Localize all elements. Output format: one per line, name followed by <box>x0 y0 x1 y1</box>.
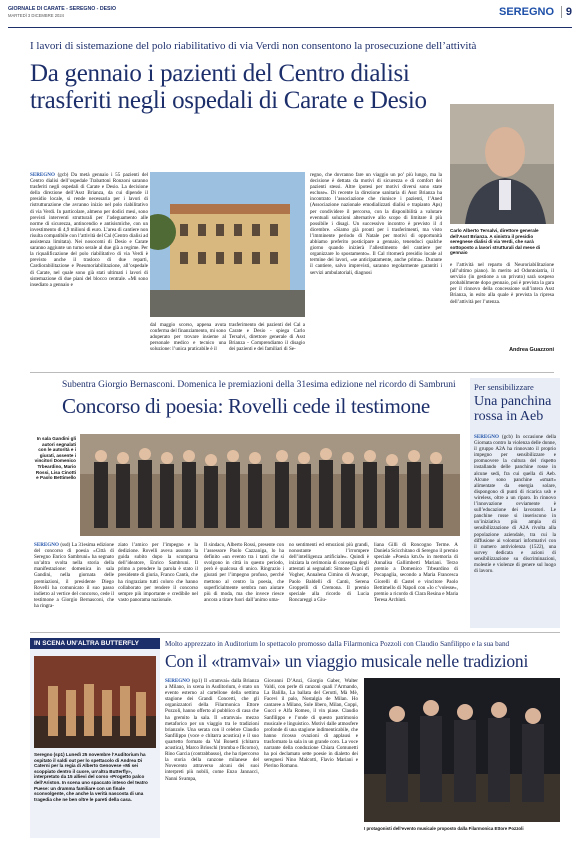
issue-date: MARTEDÌ 3 DICEMBRE 2024 <box>8 13 65 18</box>
article1-column5: e l’attività nel reparto di Neuroriabilitazione (all’ultimo piano). In merito ad Odontoiatria, il servizio (in gestione a un privato) sarà sospeso probabilmente dopo gennaio, poi è prevista la gara per il rinnovo della concessione sull’intera Asst Brianza, in esito alla quale è prevista la ripresa dell’attività per l’utenza. <box>450 262 554 305</box>
article1-kicker: I lavori di sistemazione del polo riabilitativo di via Verdi non consentono la prosecuzione dell’attività <box>30 40 477 52</box>
divider-2 <box>30 632 560 633</box>
article1-dateline: SEREGNO <box>30 172 58 178</box>
article3-kicker: Molto apprezzato in Auditorium lo spettacolo promosso dalla Filarmonica Pozzoli con Claudio Sanfilippo e la sua band <box>165 640 510 648</box>
divider <box>30 372 554 373</box>
director-photo <box>450 104 554 224</box>
side-title <box>474 394 558 424</box>
page-header <box>8 6 572 28</box>
dialysis-center-photo <box>150 172 305 317</box>
article1-caption: Carlo Alberto Tersalvi, direttore generale dell’Asst Brianza. A sinistra il presidio seregnese dialisi di via Verdi, che sarà sottoposto a lavori strutturali dal mese di gennaio <box>450 228 541 256</box>
director-portrait-image <box>450 104 554 224</box>
theatre-stage-image <box>34 656 156 748</box>
page-number: 9 <box>561 6 572 18</box>
award-ceremony-image <box>80 434 460 536</box>
article2-kicker: Subentra Giorgio Bernasconi. Domenica le premiazioni della 31esima edizione nel ricordo di Sambruni <box>62 380 456 390</box>
music-band-image <box>364 678 560 822</box>
article3-column2: Giovanni D’Anzi, Giorgio Gaber, Walter Valdi, con perle di canzoni quali l’Armando, La Balilla, La ballata del Cerutti, Mà Mè, Facevi il palo, Nostalgia de Milan. Ho cantaree a Milano, Sole libero, Milan, Coppi, Gucci e Alfa Romeo, il vin piase. Claudio Sanfilippo e l’onde di questo patrimonio musicale e linguistico. Motivi dalle atmosfere profonde di una stagione indimenticabile, che hanno ricosso ovazioni di applausi e trasformato la sala in un grande coro. La voce narrante della conduzione Chiara Comunetti ha poi declamato sette poesie in dialetto dei seregnesi Nino Malcotti, Flavio Mariani e Pierino Romano. <box>264 678 358 770</box>
side-dateline: SEREGNO <box>474 434 502 440</box>
article1-title <box>30 60 450 114</box>
article1-title-line2: trasferiti negli ospedali di Carate e Desio <box>30 87 427 114</box>
article1-column3: trasferimento dei pazienti del Cal a Carate e Desio - spiega Carlo Tersalvi, direttore generale di Asst Brianza - Comprendiamo il disagio dei pazienti e dei familiari di Se- <box>229 322 305 353</box>
article1-column4: regno, che dovranno fare un viaggio un po’ più lungo, ma la decisione è dettata da motivi di sicurezza e di comfort dei pazienti stessi. Altre ipotesi per motivi diversi sono state escluse». Di recente la direzione sanitaria di Asst Brianza ha incontrato l’associazione che riunisce i pazienti, l’Aned (Associazione nazionale emodializzati dialisi e trapianto Aps) per condividere il percorso, con la disponibilità a valutare eventuali soluzioni alternative allo scopo di limitare il più possibile i disagi. Un successivo incontro è previsto il 4 dicembre. «Siamo già pronti per i trasferimenti, ma visto l’imminente periodo di Natale per motivi di opportunità abbiamo preferito posticipare a gennaio, tenendoci qualche giorno quando inizierà l’allestimento del cantiere per organizzare lo spostamento». Il Cal ritornerà presidio locale al termine dei lavori, «se anticipatamente, anche prima». Durante il cantiere, salvo imprevisti, saranno regolarmente garantiti i servizi ambulatoriali, diagnosi <box>310 172 442 276</box>
hospital-building-image <box>150 172 305 317</box>
side-article <box>470 378 560 628</box>
concert-photo <box>364 678 560 822</box>
article2-column1: SEREGNO (ssd) La 31esima edizione del concorso di poesia «Città di Seregno Enrico Sambruni» ha segnato un’altra svolta nella storia della manifestazione: domenica in sala Gandini, nella giornata delle premiazioni, il presidente Diego Rovelli ha comunicato il suo passo indietro al vertice del concorso, cede il testimone a Giorgio Bernasconi, che ha ringra- <box>34 542 114 609</box>
concert-photo-caption: I protagonisti dell’evento musicale proposto dalla Filarmonica Ettore Pozzoli <box>364 826 524 831</box>
side-text: SEREGNO (gcb) In occasione della Giornata contro la violenza delle donne, il gruppo A2A ha rinnovato il proprio impegno per sensibilizzare e promuovere la cultura del rispetto installando delle panchine rosse in alcune sedi, fra cui quella di Aeb. Alcune sono panchine «smart» alimentate da energia solare, dispongono di punti di ricarica usb e wireless, oltre a un riparo. In rinnovo l’innovazione ovviamente è sull’educazione dei lavoratori. Le panchine rosse si inseriscono in un’iniziativa più ampia di sensibilizzazione di A2A rivolta alla popolazione aziendale, tra cui la diffusione ai volontari informativi con il numero antiviolenza (1522), una survey dedicata e azioni di sensibilizzazione su discriminazioni, molestie e violenze di genere sul luogo di lavoro. <box>474 434 556 575</box>
article2-column4: no sentimenti ed emozioni più grandi, nonostante l’irrompere dell’intelligenza artificiale». Quindi è iniziata la cerimonia di consegna degli attestati ai segnalati: Simone Cigni di Vogher, Annalena Cimino di Avacupt, Paolo Baldelli di Cantù, Serena Groppelli di Cremona. Il premio speciale alla ricordo di Lucia Roncareggi a Giu- <box>289 542 369 603</box>
butterfly-box-title: IN SCENA UN’ALTRA BUTTERFLY <box>30 638 160 649</box>
article3-title: Con il «tramvai» un viaggio musicale nelle tradizioni <box>165 651 529 671</box>
side-title-line2: rossa in Aeb <box>474 409 544 424</box>
article3-dateline: SEREGNO <box>165 678 192 684</box>
article1-author: Andrea Guazzoni <box>509 347 554 353</box>
article2-photo-caption: In sala Gandini gli autori segnalati con le autorità e i giurati, assente i vincitori Domenico Trbeardino, Mario Rossi, Lisa Cinotti e Paolo Bettimello <box>34 436 76 481</box>
butterfly-caption: Seregno (sp1) Lunedì 25 novembre l’Auditorium ha ospitato il saldi out per lo spettacolo di Andrea Di Caterni per la regia di Alberto Genovese «Mi sei scoppiato dentro il cuore, un’altra Butterfly», interpretato da 15 allievi del corso «Progetto palco dell’Ariston. In scena uno spaccato inteso del teatro Puese: un dramma familiare con un finale sconvolgente, che anche la verità nascosta di una tragedia che ne ben oltre le pareti della casa. <box>34 752 148 802</box>
butterfly-photo <box>34 656 156 748</box>
side-kicker: Per sensibilizzare <box>474 382 534 392</box>
side-title-line1: Una panchina <box>474 394 552 409</box>
article2-column5: liana Gilli di Roncogno Terme. A Daniela Scicchitano di Seregno il premio speciale «Poesia km.0» in memoria di Annalisa Gallimberti Mariani. Terzo premio a Domenico Trbeardino di Pocapaglia, secondo a Maria Francesca Giorelli di Castel e vincitore Paolo Bettimello di Napoli con «Io c’volesse», premio a ricordo di Clara Resina e Maria Teresa Archinti. <box>374 542 458 603</box>
article2-column2: ziato l’amico per l’impegno e la dedizione. Rovelli aveva assunto la guida subito dopo la scomparsa dell’ideatore, Enrico Sambruni. Il primo a prendere la parola è stato il presidente di giuria, Franco Cantù, che ha ringraziato tutti coloro che hanno collaborato per rendere il concorso sempre più importante e credibile nel vasto panorama nazionale. <box>118 542 198 603</box>
newspaper-name: GIORNALE DI CARATE - SEREGNO - DESIO <box>8 6 116 12</box>
poetry-award-photo <box>80 434 460 536</box>
article3-column1: SEREGNO (sp1) Il «tramvai» dalla Brianza a Milano, in scena in Auditorium, è stato un evento esterno al cartellone della settima stagione dei Grandi Concerti, che gli organizzatori della Filarmonica Ettore Pozzoli, hanno offerto al pubblico di casa che ha gremito la sala. Il «tramvai» mezzo metaforico per un viaggio tra le tradizioni brianzole. Una serata con il celebre Claudio Sanfilippo (voce e chitarra acustica) e il suo quartetto formato da Val Bonetti (chitarra acustica), Marco Brioschi (tromba e flicorno), Rino Garcia (contrabbasso), che ha ripercorso la storia della canzone milanese del Novecento attraverso alcuni dei suoi interpreti più nobili, come Enzo Jannacci, Nanni Svampa, <box>165 678 259 782</box>
article1-title-line1: Da gennaio i pazienti del Centro dialisi <box>30 60 410 87</box>
article2-dateline: SEREGNO <box>34 542 61 548</box>
butterfly-box <box>30 638 160 838</box>
section-name: SEREGNO <box>498 6 554 18</box>
article2-column3: Il sindaco, Alberto Rossi, presente con l’assessore Paolo Cazzaniga, lo ha definito «un evento tra i tanti che si svolgono in città in questo periodo, però è qualcosa di unico. Ringrazio i giurati per l’impegno profuso, perché mettono al centro la poesia, che superficialmente sembra non aiutare più di moda, ma che invece riesce ancora a tirare fuori dall’animo uma- <box>204 542 284 603</box>
article1-column2: dal maggio scorso, appena avuta conferma del finanziamento, mi sono adoperato per trovare insieme al personale medico e tecnico una soluzione: l’unica praticabile è il <box>150 322 226 353</box>
article1-column1: SEREGNO (gcb) Da metà gennaio i 55 pazienti del Centro dialisi dell’ospedale Trabattoni Ronzoni saranno trasferiti negli ospedali di Carate e Desio. La decisione della direzione dell’Asst Brianza, da cui dipende il presidio locale, si rende necessaria per i lavori di ristrutturazione che avranno inizio nel polo riabilitativo di via Verdi. In particolare, almeno per dodici mesi, sono previsti interventi strutturali per l’adeguamento alle norme di sicurezza, antincendio e antisismiche, con un investimento di 4,9 milioni di euro. L’area di cantiere non risulta compatibile con l’attività del Cal (Centro dialisi ad assistenza limitata). Nei nosocomi di Desio e Carate saranno aggiunte un turno serale al due già a regime. Per la riqualificazione del polo riabilitativo di via Verdi è previsto anche il trasloco di due reparti, Cardiorabilitazione e Pneumoriabilitazione, all’ospedale di Carate, nel quale sono già stati ultimati i lavori di sistemazione di due piani del blocco centrale. «Mi sono insediato a gennaio e <box>30 172 148 288</box>
article2-title: Concorso di poesia: Rovelli cede il testimone <box>62 394 430 418</box>
